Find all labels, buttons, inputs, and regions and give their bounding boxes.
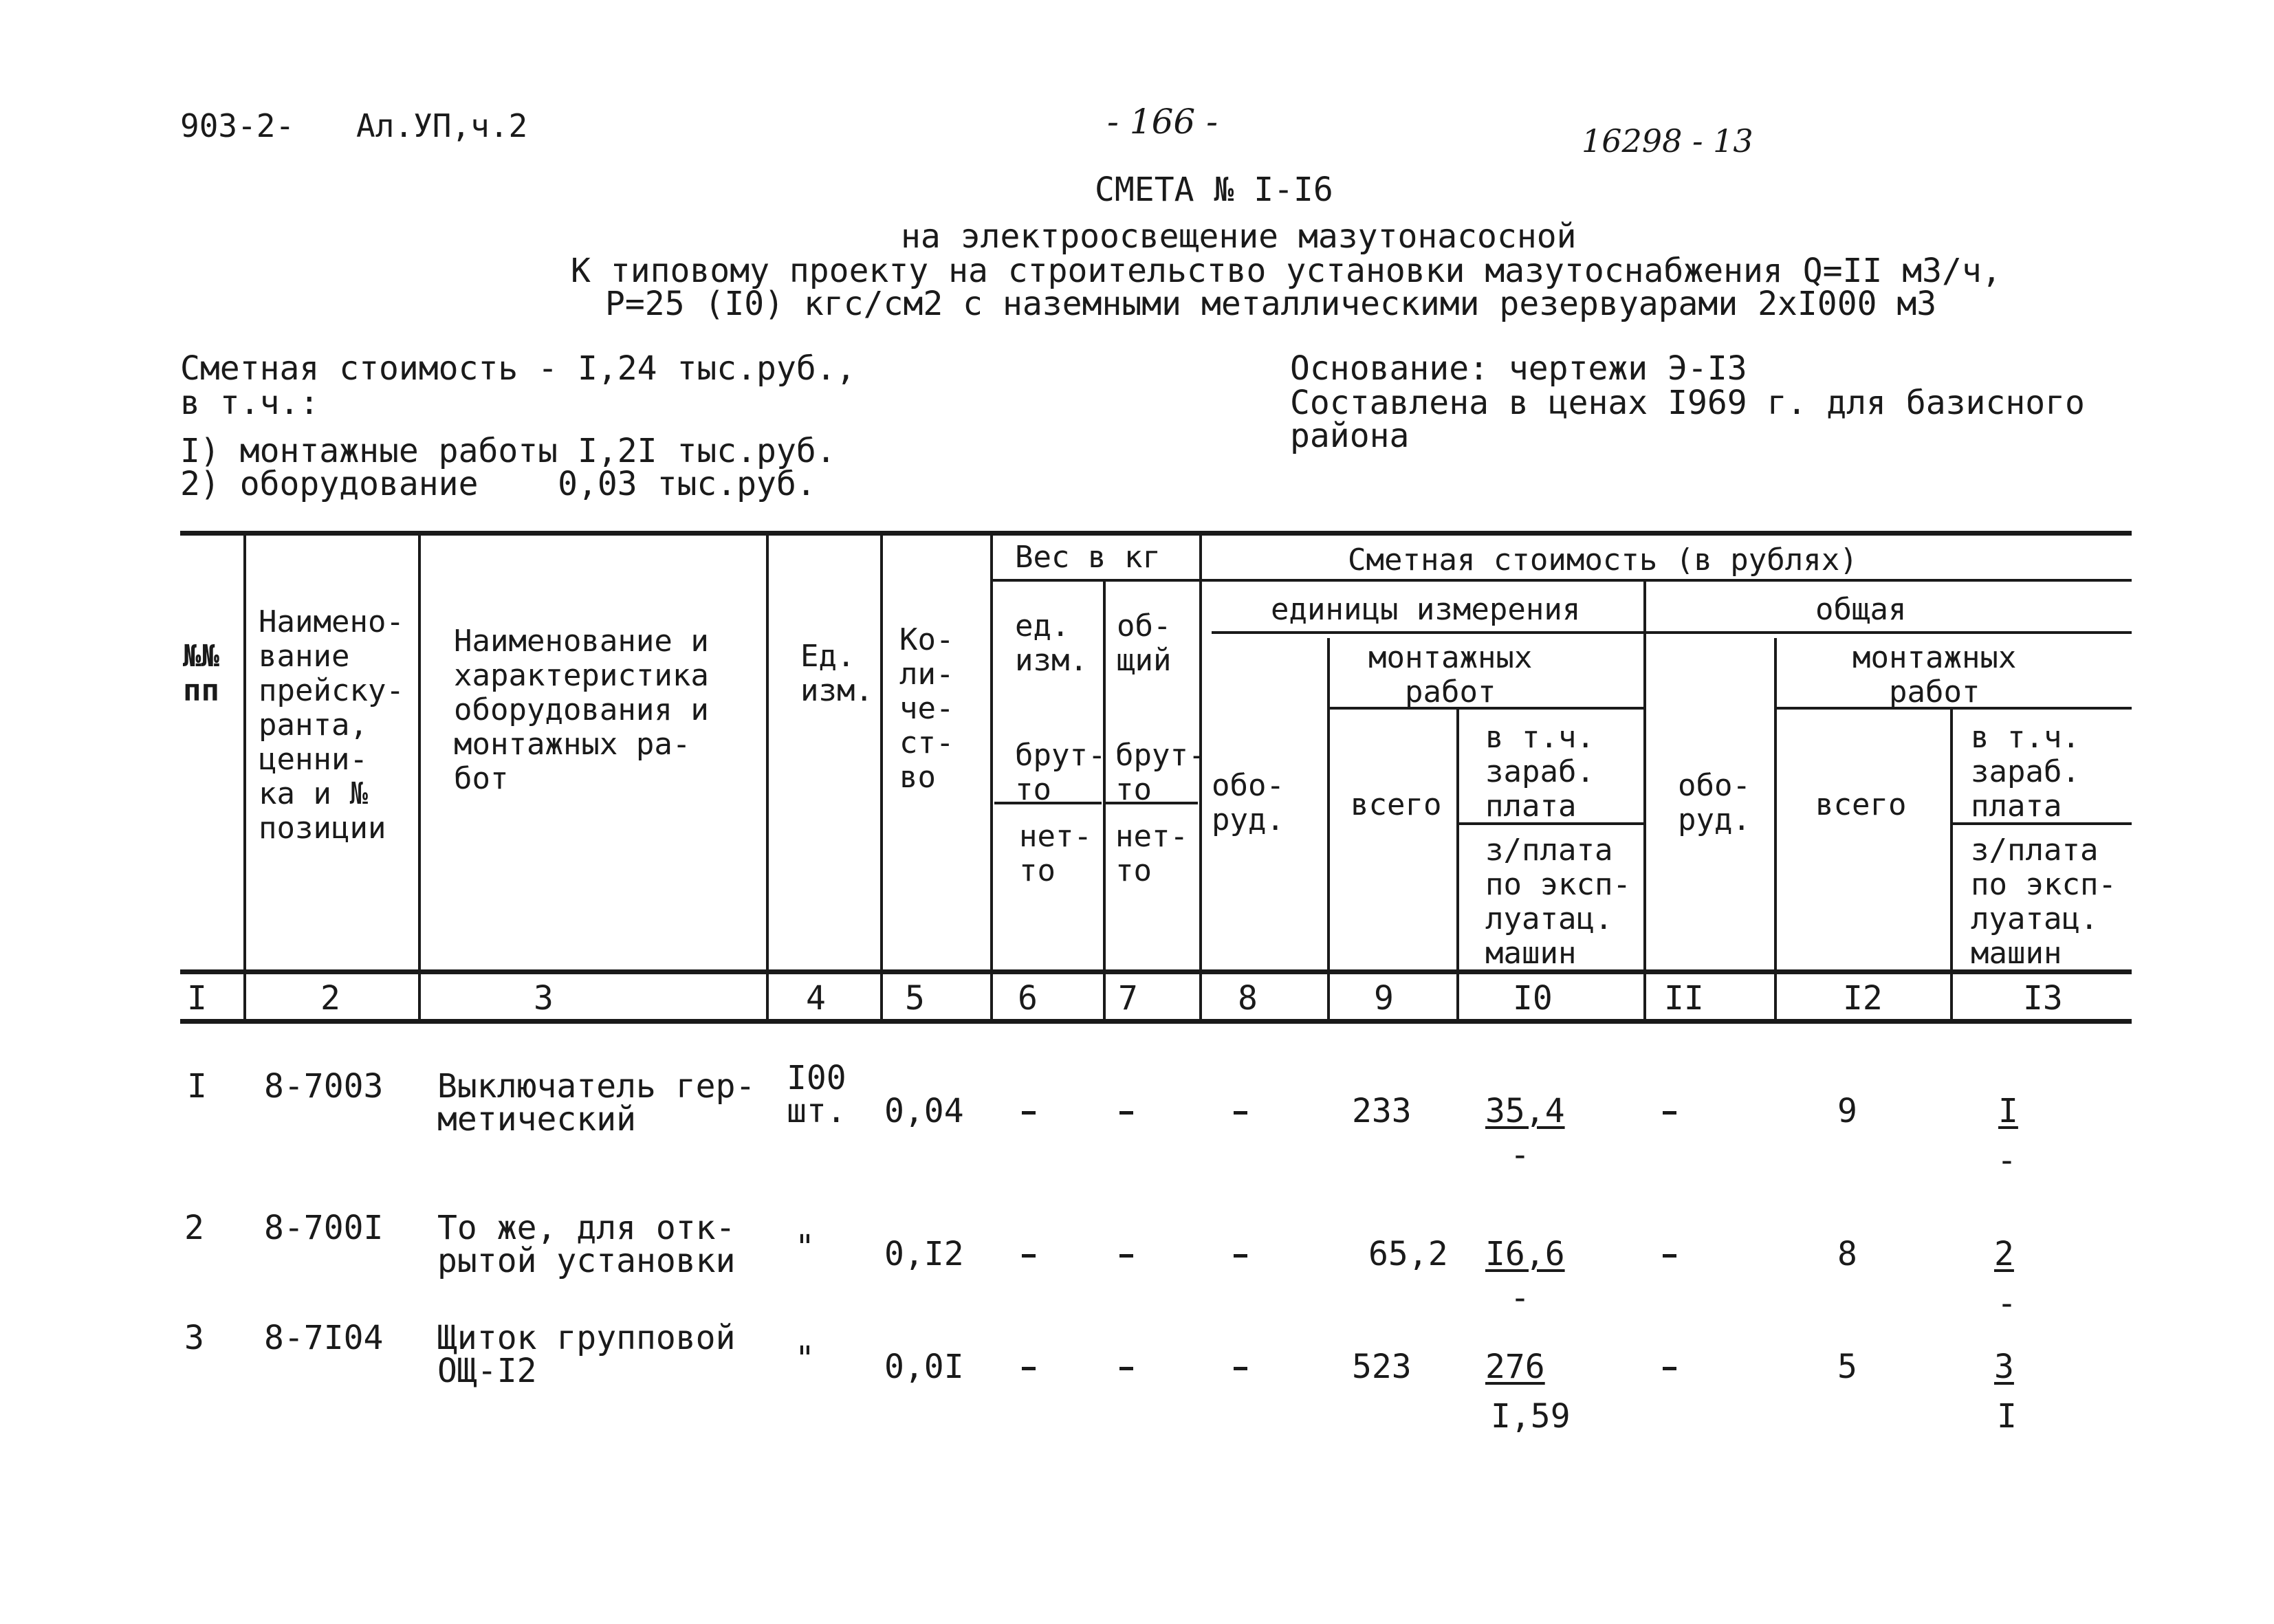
empty-total-equipment <box>1663 1254 1676 1258</box>
album-ref: Ал.УП,ч.2 <box>356 107 528 144</box>
row-price-code: 8-7003 <box>264 1067 384 1106</box>
empty-unit-equipment <box>1234 1367 1247 1370</box>
header-quantity: Ко- ли- че- ст- во <box>899 622 954 795</box>
including-label: в т.ч.: <box>180 384 320 422</box>
page-number: - 166 - <box>1107 102 1218 142</box>
row-unit: I00 шт. <box>787 1059 846 1130</box>
row-total-wage: 3 <box>1994 1348 2014 1386</box>
header-weight-total: об- щий <box>1117 608 1172 678</box>
header-bottom-rule <box>180 969 2132 974</box>
row-price-code: 8-7I04 <box>264 1319 384 1357</box>
row-number: 2 <box>184 1209 204 1247</box>
empty-total-equipment <box>1663 1367 1676 1370</box>
row-total-mount: 5 <box>1837 1348 1857 1386</box>
header-unit-equipment: обо- руд. <box>1212 768 1284 837</box>
project-line-1: К типовому проекту на строительство установки мазутоснабжения Q=II м3/ч, <box>571 252 2002 290</box>
row-unit-machine: - <box>1510 1279 1530 1317</box>
row-total-machine: - <box>1997 1284 2017 1323</box>
row-quantity: 0,I2 <box>884 1235 964 1273</box>
empty-total-equipment <box>1663 1111 1676 1115</box>
row-number: I <box>187 1067 207 1106</box>
row-total-mount: 9 <box>1837 1092 1857 1130</box>
empty-weight-total <box>1119 1254 1133 1258</box>
basis-prices: Составлена в ценах I969 г. для базисного <box>1290 384 2085 422</box>
basis-drawings: Основание: чертежи Э-I3 <box>1290 349 1747 388</box>
header-unit-wages: в т.ч. зараб. плата <box>1485 720 1595 824</box>
row-unit-mount-total: 523 <box>1352 1348 1412 1386</box>
row-price-code: 8-700I <box>264 1209 384 1247</box>
row-unit: " <box>795 1339 815 1378</box>
cost-item-equipment: 2) оборудование 0,03 тыс.руб. <box>180 465 816 503</box>
header-unit-machine-wages: з/плата по эксп- луатац. машин <box>1485 833 1631 971</box>
header-weight-unit: ед. изм. <box>1015 608 1088 678</box>
table-top-rule <box>180 531 2132 536</box>
row-unit-mount-total: 233 <box>1352 1092 1412 1130</box>
header-row-number: №№ пп <box>183 639 219 708</box>
row-unit-wage: 35,4 <box>1485 1092 1565 1130</box>
colnum-11: II <box>1664 979 1704 1018</box>
header-total-wages: в т.ч. зараб. плата <box>1971 720 2080 824</box>
header-total-mount: монтажных работ <box>1852 640 2017 710</box>
empty-weight-total <box>1119 1111 1133 1115</box>
row-unit-wage: 276 <box>1485 1348 1545 1386</box>
header-total-equipment: обо- руд. <box>1678 768 1751 837</box>
row-description: Выключатель гер- метический <box>437 1067 756 1139</box>
header-netto-unit: нет- то <box>1019 819 1092 888</box>
colnum-2: 2 <box>320 979 340 1018</box>
header-brutto-total: брут- то <box>1115 738 1207 807</box>
estimate-title: СМЕТА № I-I6 <box>1095 171 1333 209</box>
row-total-wage: I <box>1998 1092 2018 1130</box>
colnum-6: 6 <box>1018 979 1038 1018</box>
colnum-12: I2 <box>1843 979 1883 1018</box>
header-total-machine-wages: з/плата по эксп- луатац. машин <box>1971 833 2117 971</box>
empty-weight-unit <box>1022 1367 1036 1370</box>
header-unit: Ед. изм. <box>800 639 873 708</box>
header-netto-total: нет- то <box>1115 819 1188 888</box>
row-quantity: 0,0I <box>884 1348 964 1386</box>
header-weight-group: Вес в кг <box>1015 540 1161 575</box>
header-brutto-unit: брут- то <box>1015 738 1106 807</box>
row-total-mount: 8 <box>1837 1235 1857 1273</box>
row-unit-mount-total: 65,2 <box>1368 1235 1448 1273</box>
row-unit: " <box>795 1228 815 1266</box>
empty-weight-unit <box>1022 1111 1036 1115</box>
colnum-3: 3 <box>534 979 554 1018</box>
row-total-wage: 2 <box>1994 1235 2014 1273</box>
project-line-2: Р=25 (I0) кгс/см2 с наземными металлическими резервуарами 2хI000 м3 <box>605 285 1937 323</box>
header-unit-vsego: всего <box>1351 787 1442 822</box>
colnum-8: 8 <box>1238 979 1258 1018</box>
header-cost-group: Сметная стоимость (в рублях) <box>1348 542 1858 578</box>
colnum-4: 4 <box>806 979 826 1018</box>
series-code: 903-2- <box>180 107 295 144</box>
empty-unit-equipment <box>1234 1254 1247 1258</box>
colnum-1: I <box>187 979 207 1018</box>
row-description: Щиток групповой ОЩ-I2 <box>437 1319 736 1390</box>
document-number: 16298 - 13 <box>1582 122 1753 160</box>
row-number: 3 <box>184 1319 204 1357</box>
row-total-machine: - <box>1997 1141 2017 1180</box>
header-description: Наименование и характеристика оборудования и монтажных ра- бот <box>454 624 709 796</box>
header-unit-cost-group: единицы измерения <box>1271 592 1581 627</box>
cost-item-mounting: I) монтажные работы I,2I тыс.руб. <box>180 432 836 470</box>
colnum-7: 7 <box>1118 979 1138 1018</box>
colnum-bottom-rule <box>180 1019 2132 1024</box>
header-total-cost-group: общая <box>1815 592 1907 627</box>
row-quantity: 0,04 <box>884 1092 964 1130</box>
colnum-10: I0 <box>1513 979 1553 1018</box>
header-total-vsego: всего <box>1815 787 1907 822</box>
estimate-subject: на электроосвещение мазутонасосной <box>901 217 1577 256</box>
row-unit-machine: I,59 <box>1491 1397 1571 1436</box>
total-cost: Сметная стоимость - I,24 тыс.руб., <box>180 349 856 388</box>
colnum-5: 5 <box>905 979 925 1018</box>
empty-weight-unit <box>1022 1254 1036 1258</box>
row-total-machine: I <box>1997 1397 2017 1436</box>
empty-weight-total <box>1119 1367 1133 1370</box>
row-unit-machine: - <box>1510 1136 1530 1174</box>
row-description: То же, для отк- рытой установки <box>437 1209 736 1280</box>
colnum-9: 9 <box>1374 979 1394 1018</box>
header-price-list: Наимено- вание прейску- ранта, ценни- ка и № позиции <box>259 604 404 846</box>
basis-region: района <box>1290 417 1410 455</box>
row-unit-wage: I6,6 <box>1485 1235 1565 1273</box>
header-unit-mount: монтажных работ <box>1368 640 1533 710</box>
colnum-13: I3 <box>2023 979 2063 1018</box>
empty-unit-equipment <box>1234 1111 1247 1115</box>
